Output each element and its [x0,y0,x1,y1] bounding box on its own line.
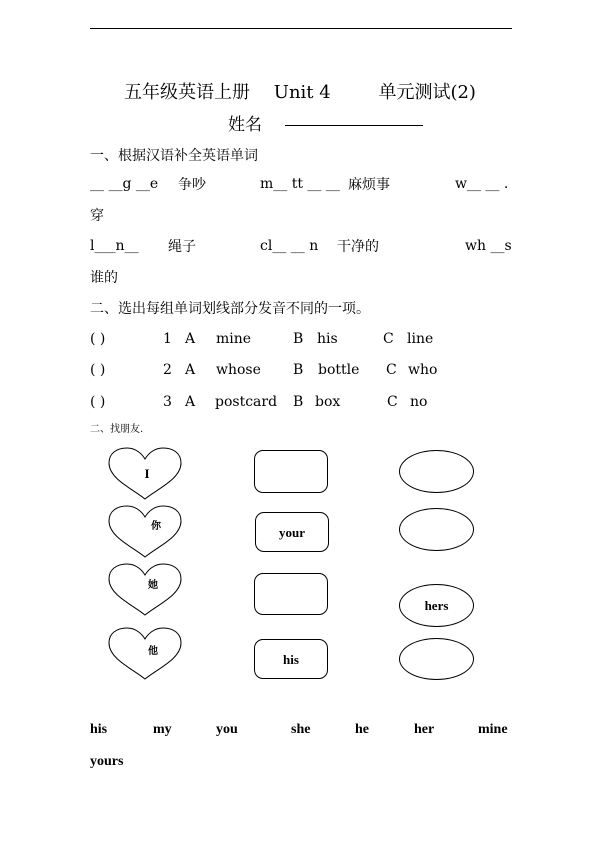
option-c-letter: C [386,362,397,378]
match-oval-3[interactable] [399,584,474,627]
oval-label-3: hers [424,598,449,613]
heart-shape-2 [107,505,183,559]
answer-paren[interactable]: ( ) [90,394,106,410]
option-c-word: no [410,394,428,410]
title-test: 单元测试(2) [378,82,476,103]
match-oval-4[interactable] [399,638,474,680]
item-number: 2 [163,362,172,378]
word-bank-item: mine [478,722,508,737]
answer-paren[interactable]: ( ) [90,331,106,347]
s1-r2-a-word: l___n__ [90,238,139,254]
title-unit: Unit 4 [273,82,331,103]
s1-r2-c-meaning: 谁的 [90,270,118,286]
heart-label-1: I [144,466,150,481]
section3-heading: 二、找朋友. [90,424,144,435]
s1-r2-b-meaning: 干净的 [337,239,379,255]
option-c-word: who [408,362,438,378]
word-bank-item: his [90,722,108,737]
word-bank-item-yours: yours [90,754,124,769]
name-blank[interactable] [285,125,423,126]
title-grade: 五年级英语上册 [124,82,251,103]
word-bank-item: she [291,722,311,737]
option-a-word: mine [216,331,252,347]
option-a-letter: A [185,394,196,410]
heart-label-3: 她 [148,580,158,591]
option-c-letter: C [383,331,394,347]
option-b-word: his [317,331,338,347]
option-a-letter: A [185,362,196,378]
box-label-4: his [283,652,299,667]
s1-r1-c-word: w__ __ . [455,176,509,192]
word-bank-item: you [216,722,238,737]
s1-r1-a-meaning: 争吵 [178,177,206,193]
match-oval-2[interactable] [399,508,474,551]
section1-heading: 一、根据汉语补全英语单词 [90,148,258,164]
s1-r1-a-word: __ __g __e [90,176,159,192]
option-b-letter: B [293,394,304,410]
section2-heading: 二、选出每组单词划线部分发音不同的一项。 [90,301,370,317]
name-label: 姓名 [228,115,262,135]
box-label-2: your [279,525,305,540]
match-box-4[interactable] [254,639,328,679]
option-c-letter: C [387,394,398,410]
item-number: 1 [163,331,172,347]
match-box-1[interactable] [254,450,328,493]
option-b-word: bottle [318,362,360,378]
option-b-letter: B [293,331,304,347]
page-title [0,78,600,104]
match-box-2[interactable] [255,512,329,552]
s1-r1-c-meaning: 穿 [90,208,104,224]
s1-r1-b-meaning: 麻烦事 [348,177,390,193]
item-number: 3 [163,394,172,410]
heart-label-4: 他 [148,646,158,657]
option-a-word: whose [216,362,261,378]
word-bank-item: he [355,722,369,737]
s1-r1-b-word: m__ tt __ __ [260,176,340,192]
option-a-letter: A [185,331,196,347]
option-b-word: box [315,394,341,410]
match-box-3[interactable] [254,573,328,615]
heart-label-2: 你 [151,521,161,532]
word-bank-item: my [153,722,172,737]
s1-r2-c-word: wh __s [465,238,512,254]
match-oval-1[interactable] [399,450,474,493]
option-c-word: line [407,331,434,347]
s1-r2-b-word: cl__ __ n [260,238,319,254]
s1-r2-a-meaning: 绳子 [168,239,196,255]
word-bank-item: her [414,722,435,737]
option-b-letter: B [293,362,304,378]
top-rule [90,28,512,29]
answer-paren[interactable]: ( ) [90,362,106,378]
option-a-word: postcard [215,394,278,410]
